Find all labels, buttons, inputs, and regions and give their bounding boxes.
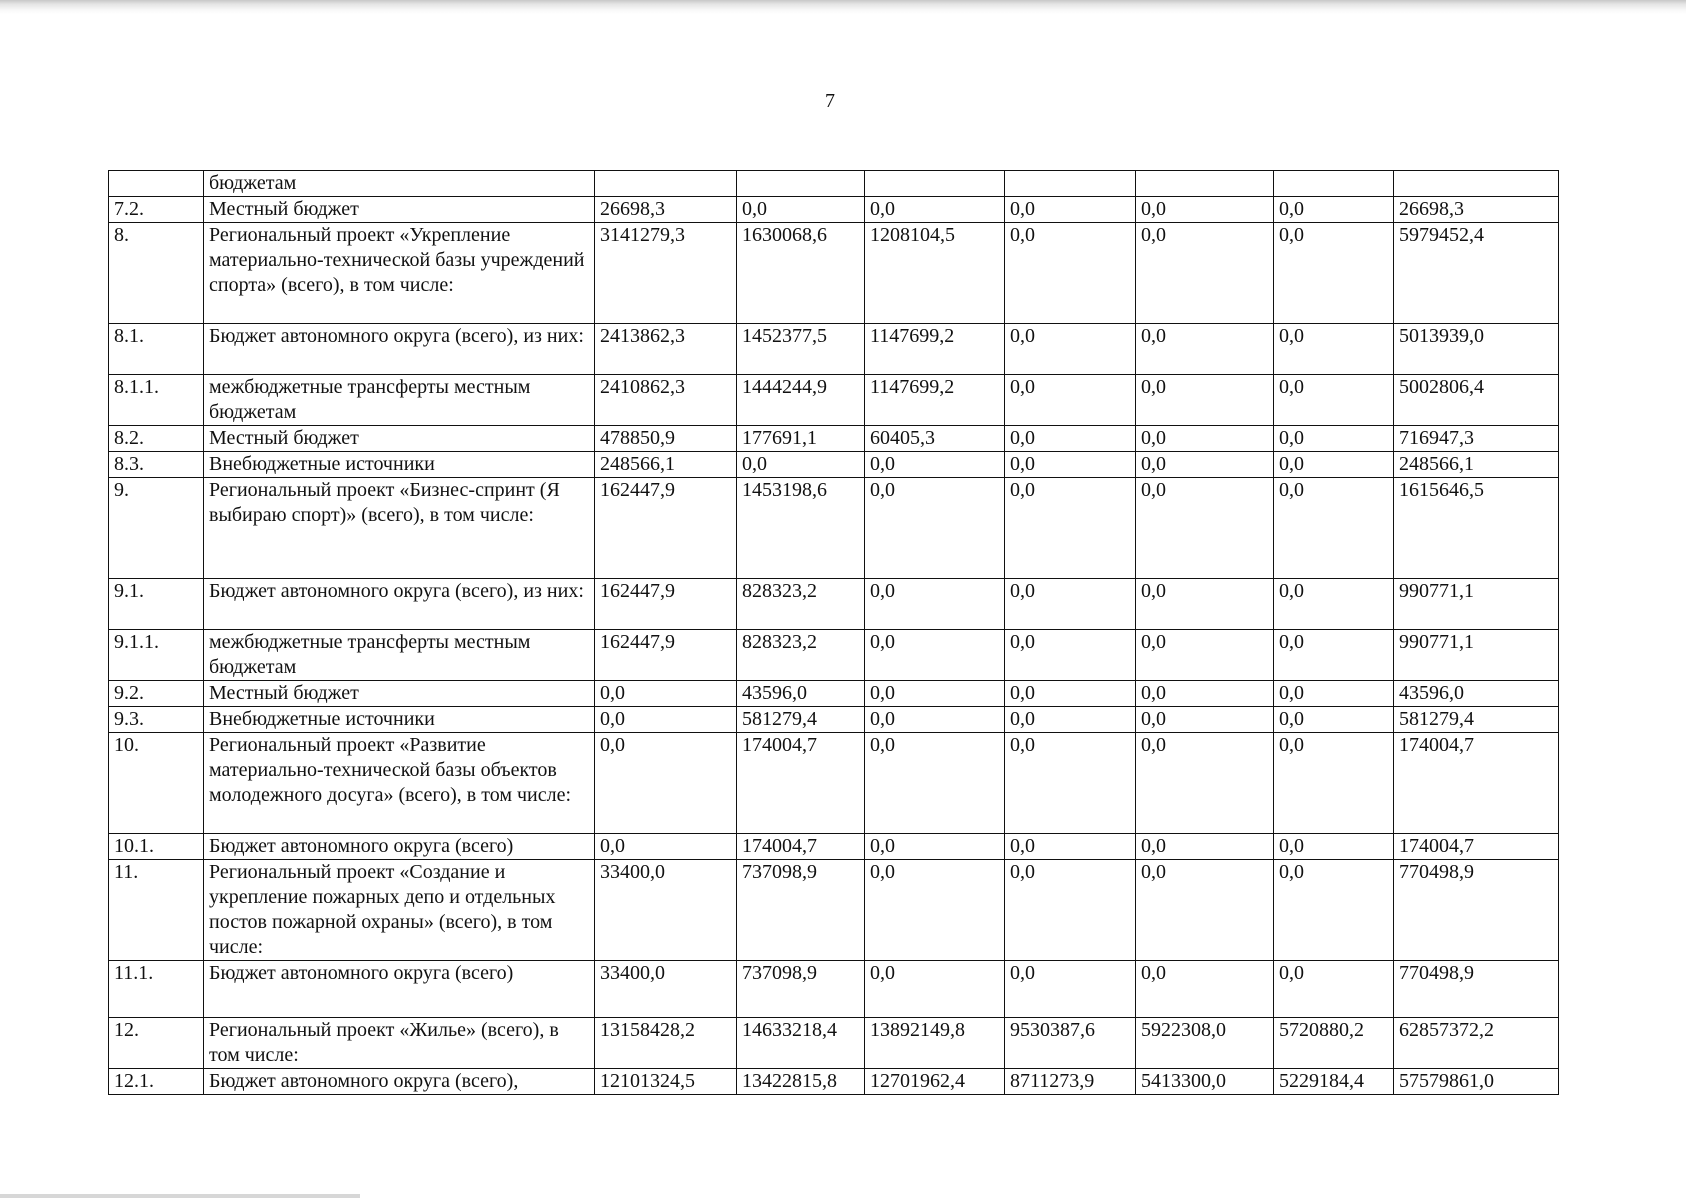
value-cell: 0,0 [1136,452,1274,478]
value-cell: 0,0 [1274,834,1394,860]
value-cell: 0,0 [1005,630,1136,681]
value-cell: 0,0 [1136,860,1274,961]
table-row [109,478,1559,579]
table-row [109,452,1559,478]
row-name: Региональный проект «Укрепление материально-технической базы учреждений спорта» (всего), в том числе: [204,223,595,324]
value-cell: 1444244,9 [737,375,865,426]
total-cell: 62857372,2 [1394,1018,1559,1069]
table-row [109,197,1559,223]
value-cell [1274,171,1394,197]
value-cell: 737098,9 [737,961,865,1018]
table-row [109,426,1559,452]
value-cell: 162447,9 [595,630,737,681]
value-cell: 0,0 [1005,579,1136,630]
row-name: Бюджет автономного округа (всего) [204,961,595,1018]
value-cell: 0,0 [865,197,1005,223]
value-cell: 0,0 [1274,197,1394,223]
row-name: Региональный проект «Развитие материально-технической базы объектов молодежного досуга» (всего), в том числе: [204,733,595,834]
value-cell: 0,0 [1005,961,1136,1018]
total-cell: 5013939,0 [1394,324,1559,375]
row-number: 8.2. [109,426,204,452]
budget-table [108,170,1559,1095]
value-cell: 2410862,3 [595,375,737,426]
value-cell: 3141279,3 [595,223,737,324]
value-cell: 0,0 [1005,707,1136,733]
total-cell: 174004,7 [1394,834,1559,860]
scan-edge-bottom [0,1194,360,1198]
row-number: 12. [109,1018,204,1069]
row-name: Бюджет автономного округа (всего), из них: [204,579,595,630]
value-cell [1005,171,1136,197]
total-cell [1394,171,1559,197]
table-row [109,171,1559,197]
total-cell: 770498,9 [1394,961,1559,1018]
value-cell: 2413862,3 [595,324,737,375]
table-row [109,733,1559,834]
value-cell: 478850,9 [595,426,737,452]
table-row [109,834,1559,860]
value-cell: 1147699,2 [865,375,1005,426]
value-cell: 0,0 [1136,324,1274,375]
page-number: 7 [825,90,835,112]
value-cell: 828323,2 [737,579,865,630]
value-cell: 0,0 [1274,860,1394,961]
value-cell: 0,0 [865,579,1005,630]
value-cell: 0,0 [1136,375,1274,426]
value-cell: 1630068,6 [737,223,865,324]
value-cell: 43596,0 [737,681,865,707]
row-number: 9.3. [109,707,204,733]
value-cell [865,171,1005,197]
total-cell: 174004,7 [1394,733,1559,834]
value-cell: 0,0 [865,478,1005,579]
row-name: Внебюджетные источники [204,452,595,478]
value-cell: 5922308,0 [1136,1018,1274,1069]
value-cell: 0,0 [1136,961,1274,1018]
value-cell: 0,0 [1005,426,1136,452]
value-cell: 0,0 [1274,961,1394,1018]
table-row [109,860,1559,961]
value-cell: 0,0 [1005,478,1136,579]
value-cell: 0,0 [737,197,865,223]
value-cell: 0,0 [1005,860,1136,961]
value-cell: 0,0 [865,681,1005,707]
total-cell: 5979452,4 [1394,223,1559,324]
value-cell: 5720880,2 [1274,1018,1394,1069]
row-number [109,171,204,197]
value-cell: 0,0 [1136,426,1274,452]
table-row [109,681,1559,707]
row-number: 9.2. [109,681,204,707]
value-cell: 0,0 [1274,707,1394,733]
value-cell: 0,0 [865,860,1005,961]
value-cell: 0,0 [1005,223,1136,324]
total-cell: 716947,3 [1394,426,1559,452]
total-cell: 248566,1 [1394,452,1559,478]
value-cell: 0,0 [1136,197,1274,223]
table-row [109,1018,1559,1069]
total-cell: 581279,4 [1394,707,1559,733]
value-cell: 828323,2 [737,630,865,681]
value-cell [737,171,865,197]
value-cell [1136,171,1274,197]
total-cell: 1615646,5 [1394,478,1559,579]
row-number: 11. [109,860,204,961]
value-cell: 5413300,0 [1136,1069,1274,1095]
table-row [109,375,1559,426]
value-cell: 0,0 [595,681,737,707]
row-number: 8.3. [109,452,204,478]
value-cell: 9530387,6 [1005,1018,1136,1069]
total-cell: 43596,0 [1394,681,1559,707]
value-cell: 0,0 [1136,223,1274,324]
row-number: 10. [109,733,204,834]
total-cell: 770498,9 [1394,860,1559,961]
value-cell: 581279,4 [737,707,865,733]
value-cell: 0,0 [865,961,1005,1018]
value-cell: 26698,3 [595,197,737,223]
value-cell: 60405,3 [865,426,1005,452]
table-row [109,223,1559,324]
value-cell: 0,0 [1005,733,1136,834]
value-cell: 8711273,9 [1005,1069,1136,1095]
value-cell: 1147699,2 [865,324,1005,375]
value-cell: 248566,1 [595,452,737,478]
row-number: 9.1. [109,579,204,630]
value-cell: 0,0 [595,834,737,860]
total-cell: 57579861,0 [1394,1069,1559,1095]
total-cell: 5002806,4 [1394,375,1559,426]
value-cell: 0,0 [1274,324,1394,375]
value-cell: 0,0 [1136,733,1274,834]
row-name: Местный бюджет [204,426,595,452]
value-cell: 0,0 [1274,630,1394,681]
total-cell: 26698,3 [1394,197,1559,223]
value-cell: 0,0 [595,733,737,834]
budget-table-body [109,171,1559,1095]
row-name: бюджетам [204,171,595,197]
value-cell: 0,0 [1005,197,1136,223]
value-cell: 0,0 [1005,681,1136,707]
value-cell: 14633218,4 [737,1018,865,1069]
table-row [109,1069,1559,1095]
value-cell: 0,0 [1005,375,1136,426]
value-cell: 0,0 [595,707,737,733]
value-cell: 0,0 [865,733,1005,834]
table-row [109,324,1559,375]
value-cell: 0,0 [865,707,1005,733]
value-cell: 0,0 [1136,834,1274,860]
row-number: 8.1. [109,324,204,375]
value-cell: 174004,7 [737,733,865,834]
row-name: Региональный проект «Бизнес-спринт (Я выбираю спорт)» (всего), в том числе: [204,478,595,579]
value-cell: 0,0 [1005,452,1136,478]
value-cell: 13422815,8 [737,1069,865,1095]
value-cell: 1452377,5 [737,324,865,375]
value-cell: 0,0 [865,452,1005,478]
value-cell: 0,0 [1274,478,1394,579]
value-cell [595,171,737,197]
row-name: Местный бюджет [204,197,595,223]
value-cell: 162447,9 [595,478,737,579]
value-cell: 13158428,2 [595,1018,737,1069]
value-cell: 0,0 [865,630,1005,681]
row-name: межбюджетные трансферты местным бюджетам [204,375,595,426]
value-cell: 33400,0 [595,961,737,1018]
row-name: межбюджетные трансферты местным бюджетам [204,630,595,681]
value-cell: 0,0 [1136,630,1274,681]
value-cell: 174004,7 [737,834,865,860]
value-cell: 177691,1 [737,426,865,452]
value-cell: 0,0 [1136,681,1274,707]
row-name: Региональный проект «Создание и укрепление пожарных депо и отдельных постов пожарной охраны» (всего), в том числе: [204,860,595,961]
table-row [109,707,1559,733]
row-number: 12.1. [109,1069,204,1095]
row-number: 8. [109,223,204,324]
value-cell: 1208104,5 [865,223,1005,324]
value-cell: 0,0 [1274,579,1394,630]
row-name: Бюджет автономного округа (всего), [204,1069,595,1095]
row-number: 9. [109,478,204,579]
value-cell: 0,0 [1274,426,1394,452]
table-row [109,630,1559,681]
value-cell: 737098,9 [737,860,865,961]
value-cell: 5229184,4 [1274,1069,1394,1095]
row-number: 7.2. [109,197,204,223]
scan-edge-top [0,0,1686,14]
value-cell: 12101324,5 [595,1069,737,1095]
value-cell: 0,0 [1136,707,1274,733]
value-cell: 12701962,4 [865,1069,1005,1095]
value-cell: 0,0 [1005,834,1136,860]
value-cell: 33400,0 [595,860,737,961]
value-cell: 0,0 [1274,223,1394,324]
table-row [109,961,1559,1018]
row-name: Бюджет автономного округа (всего), из них: [204,324,595,375]
value-cell: 0,0 [1005,324,1136,375]
value-cell: 0,0 [865,834,1005,860]
value-cell: 0,0 [1136,579,1274,630]
row-name: Бюджет автономного округа (всего) [204,834,595,860]
row-number: 11.1. [109,961,204,1018]
value-cell: 0,0 [1274,375,1394,426]
value-cell: 0,0 [737,452,865,478]
total-cell: 990771,1 [1394,630,1559,681]
row-number: 8.1.1. [109,375,204,426]
row-name: Местный бюджет [204,681,595,707]
value-cell: 0,0 [1274,452,1394,478]
value-cell: 0,0 [1136,478,1274,579]
value-cell: 0,0 [1274,681,1394,707]
table-row [109,579,1559,630]
row-number: 9.1.1. [109,630,204,681]
value-cell: 13892149,8 [865,1018,1005,1069]
total-cell: 990771,1 [1394,579,1559,630]
row-name: Региональный проект «Жилье» (всего), в том числе: [204,1018,595,1069]
row-name: Внебюджетные источники [204,707,595,733]
row-number: 10.1. [109,834,204,860]
value-cell: 1453198,6 [737,478,865,579]
value-cell: 0,0 [1274,733,1394,834]
value-cell: 162447,9 [595,579,737,630]
